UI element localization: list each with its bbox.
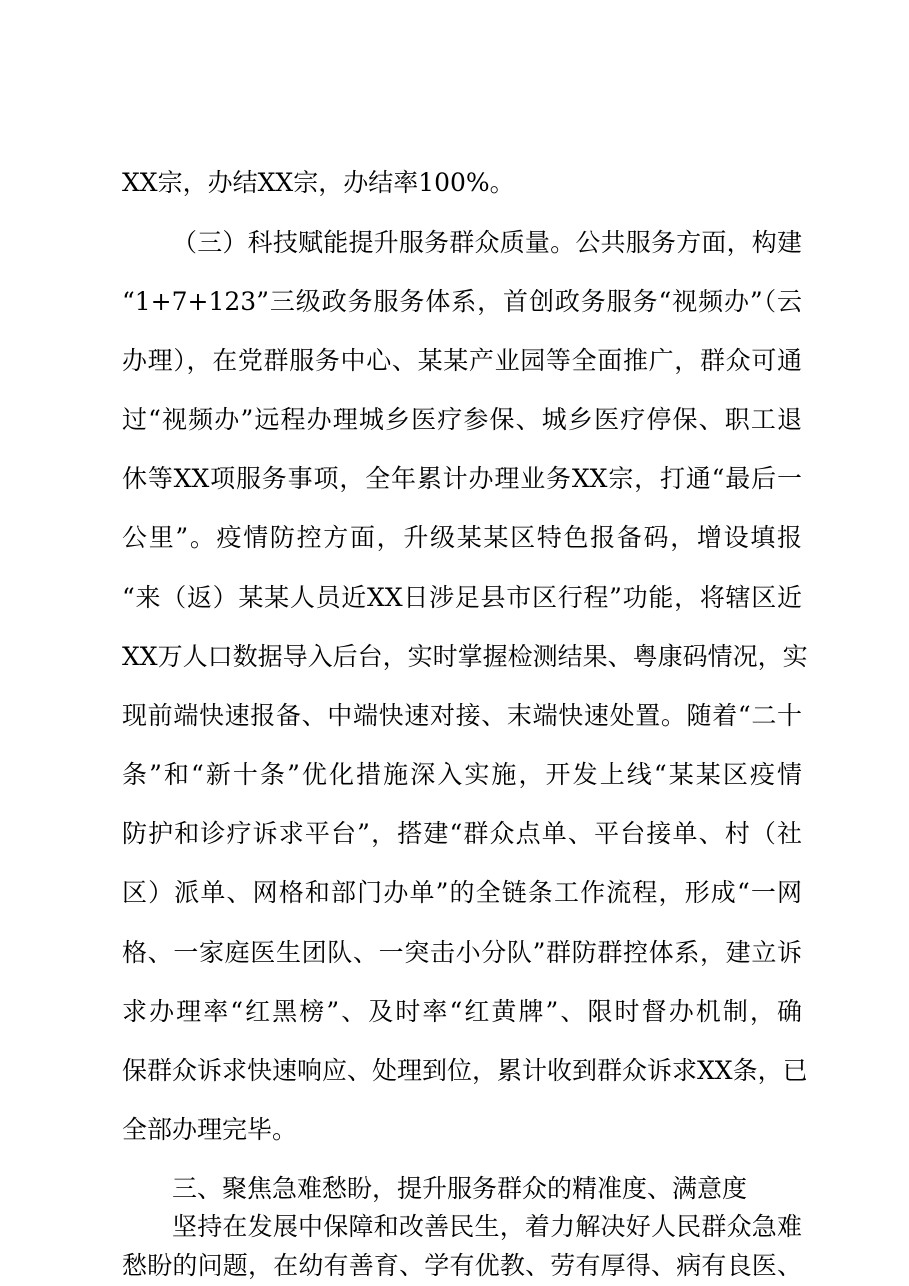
text-line: 条”和“新十条”优化措施深入实施，开发上线“某某区疫情 (122, 760, 802, 789)
text-line: 保群众诉求快速响应、处理到位，累计收到群众诉求XX条，已 (122, 1056, 808, 1085)
text-line: 求办理率“红黑榜”、及时率“红黄牌”、限时督办机制，确 (122, 997, 802, 1026)
text-line: XX宗，办结XX宗，办结率100%。 (122, 168, 515, 197)
text-line: 过“视频办”远程办理城乡医疗参保、城乡医疗停保、职工退 (122, 405, 802, 434)
text-line: 办理），在党群服务中心、某某产业园等全面推广，群众可通 (122, 346, 802, 375)
text-line: XX万人口数据导入后台，实时掌握检测结果、粤康码情况，实 (122, 642, 808, 671)
text-line: 全部办理完毕。 (122, 1115, 298, 1144)
text-line: （三）科技赋能提升服务群众质量。公共服务方面，构建 (172, 228, 802, 257)
text-line: 愁盼的问题，在幼有善育、学有优教、劳有厚得、病有良医、 (122, 1251, 802, 1280)
section-heading: 三、聚焦急难愁盼，提升服务群众的精准度、满意度 (172, 1174, 748, 1203)
text-line: 区）派单、网格和部门办单”的全链条工作流程，形成“一网 (122, 878, 802, 907)
text-line: 格、一家庭医生团队、一突击小分队”群防群控体系，建立诉 (122, 938, 802, 967)
text-line: 休等XX项服务事项，全年累计办理业务XX宗，打通“最后一 (122, 464, 802, 493)
text-line: 防护和诊疗诉求平台”，搭建“群众点单、平台接单、村（社 (122, 819, 802, 848)
text-line: 公里”。疫情防控方面，升级某某区特色报备码，增设填报 (122, 523, 802, 552)
text-line: 现前端快速报备、中端快速对接、末端快速处置。随着“二十 (122, 701, 802, 730)
text-line: “来（返）某某人员近XX日涉足县市区行程”功能，将辖区近 (122, 583, 802, 612)
text-line: “1+7+123”三级政务服务体系，首创政务服务“视频办”（云 (122, 287, 802, 316)
text-line: 坚持在发展中保障和改善民生，着力解决好人民群众急难 (172, 1212, 802, 1241)
